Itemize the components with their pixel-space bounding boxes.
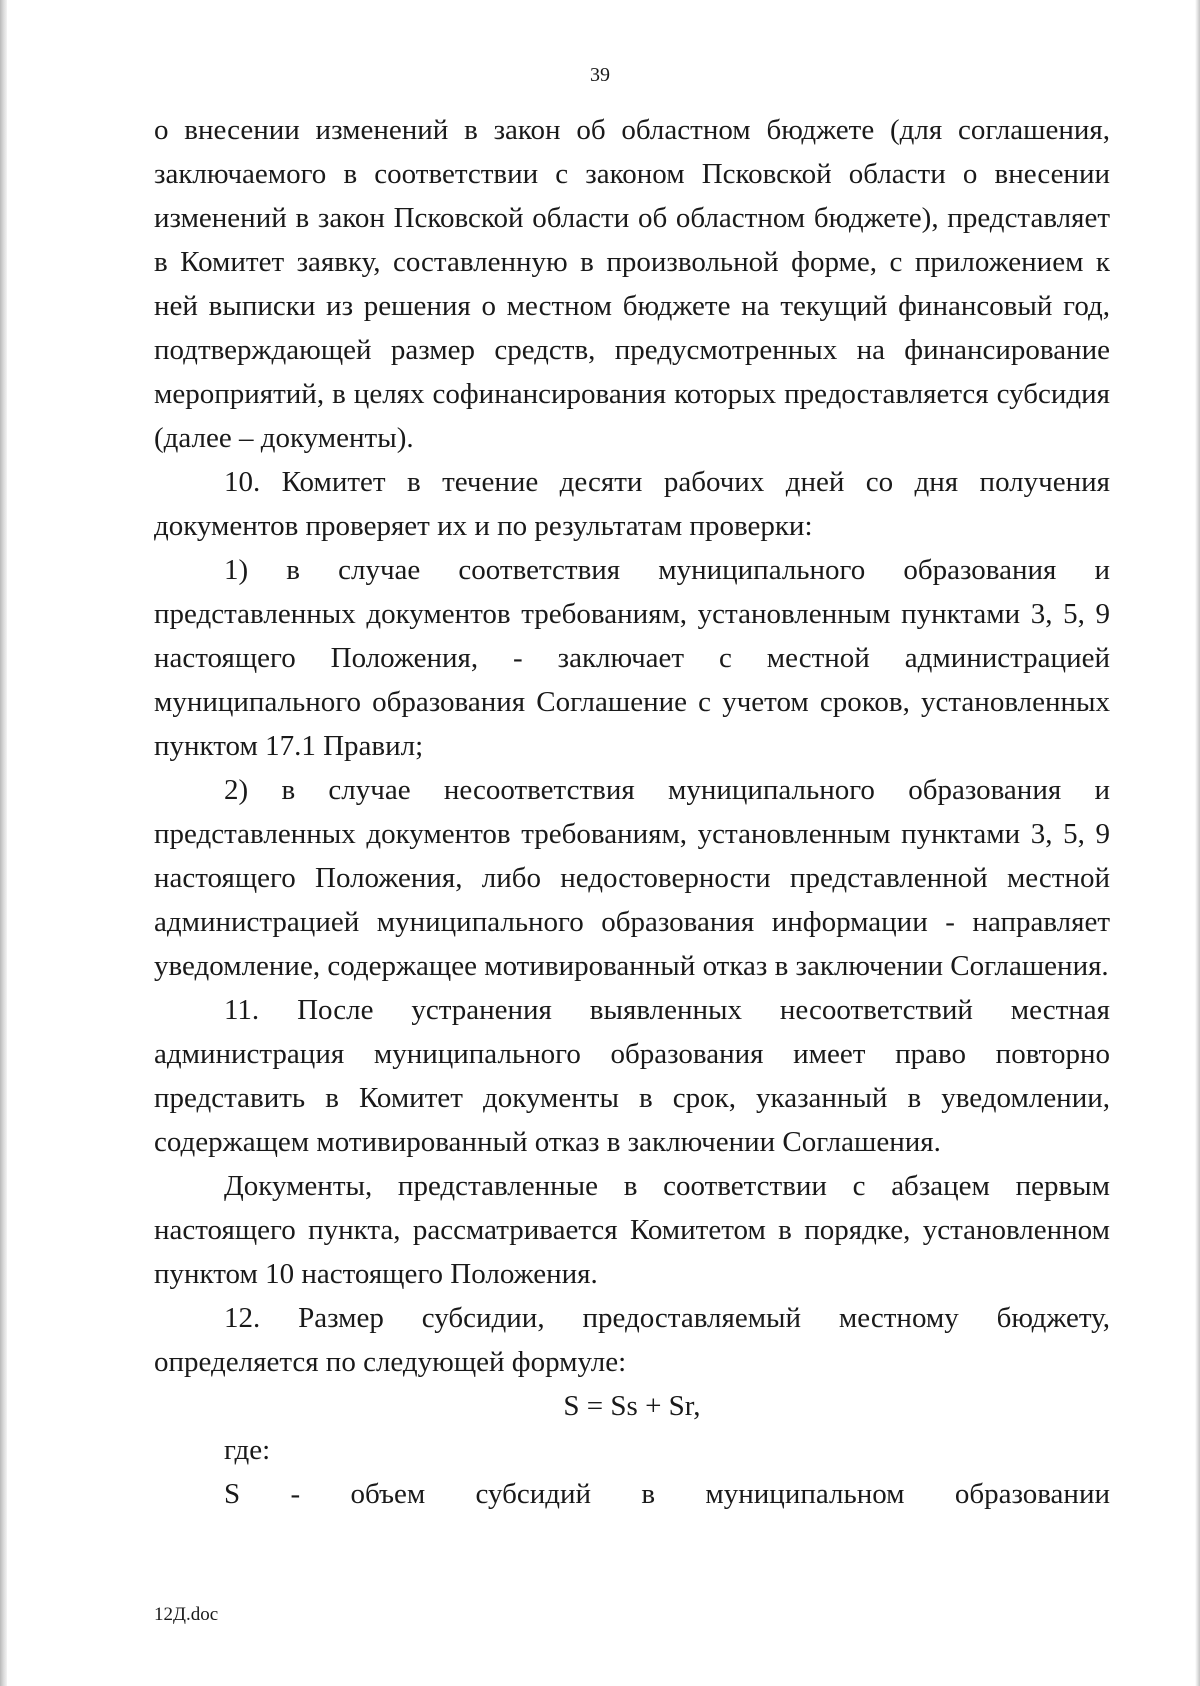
scan-left-edge [0, 0, 7, 1686]
paragraph-item-10: 10. Комитет в течение десяти рабочих дней со дня получения документов проверяет их и по результатам проверки: [154, 466, 1110, 542]
paragraph-subitem-1: 1) в случае соответствия муниципального образования и представленных документов требованиям, установленным пунктами 3, 5, 9 настоящего Положения, - заключает с местной администрацией муниципального образования Соглашение с учетом сроков, установленных пунктом 17.1 Правил; [154, 554, 1110, 762]
paragraph-subitem-2: 2) в случае несоответствия муниципального образования и представленных документов требованиям, установленным пунктами 3, 5, 9 настоящего Положения, либо недостоверности представленной местной администрацией муниципального образования информации - направляет уведомление, содержащее мотивированный отказ в заключении Соглашения. [154, 774, 1110, 982]
paragraph-where: где: [224, 1434, 271, 1466]
paragraph-item-12: 12. Размер субсидии, предоставляемый местному бюджету, определяется по следующей формуле: [154, 1302, 1110, 1378]
footer-filename: 12Д.doc [154, 1604, 219, 1625]
paragraph-item-11: 11. После устранения выявленных несоответствий местная администрация муниципального образования имеет право повторно представить в Комитет документы в срок, указанный в уведомлении, содержащем мотивированный отказ в заключении Соглашения. [154, 994, 1110, 1158]
paragraph-item-11-documents: Документы, представленные в соответствии с абзацем первым настоящего пункта, рассматривается Комитетом в порядке, установленном пунктом 10 настоящего Положения. [154, 1170, 1110, 1290]
formula: S = Ss + Sr, [563, 1390, 701, 1422]
paragraph-continuation: о внесении изменений в закон об областном бюджете (для соглашения, заключаемого в соответствии с законом Псковской области о внесении изменений в закон Псковской области об областном бюджете), представляет в Комитет заявку, составленную в произвольной форме, с приложением к ней выписки из решения о местном бюджете на текущий финансовый год, подтверждающей размер средств, предусмотренных на финансирование мероприятий, в целях софинансирования которых предоставляется субсидия (далее – документы). [154, 114, 1110, 454]
paragraph-definition-s: S - объем субсидий в муниципальном образовании [224, 1478, 1110, 1510]
document-body [154, 108, 1110, 1516]
page-number: 39 [590, 64, 610, 86]
scan-right-edge [1195, 0, 1200, 1686]
